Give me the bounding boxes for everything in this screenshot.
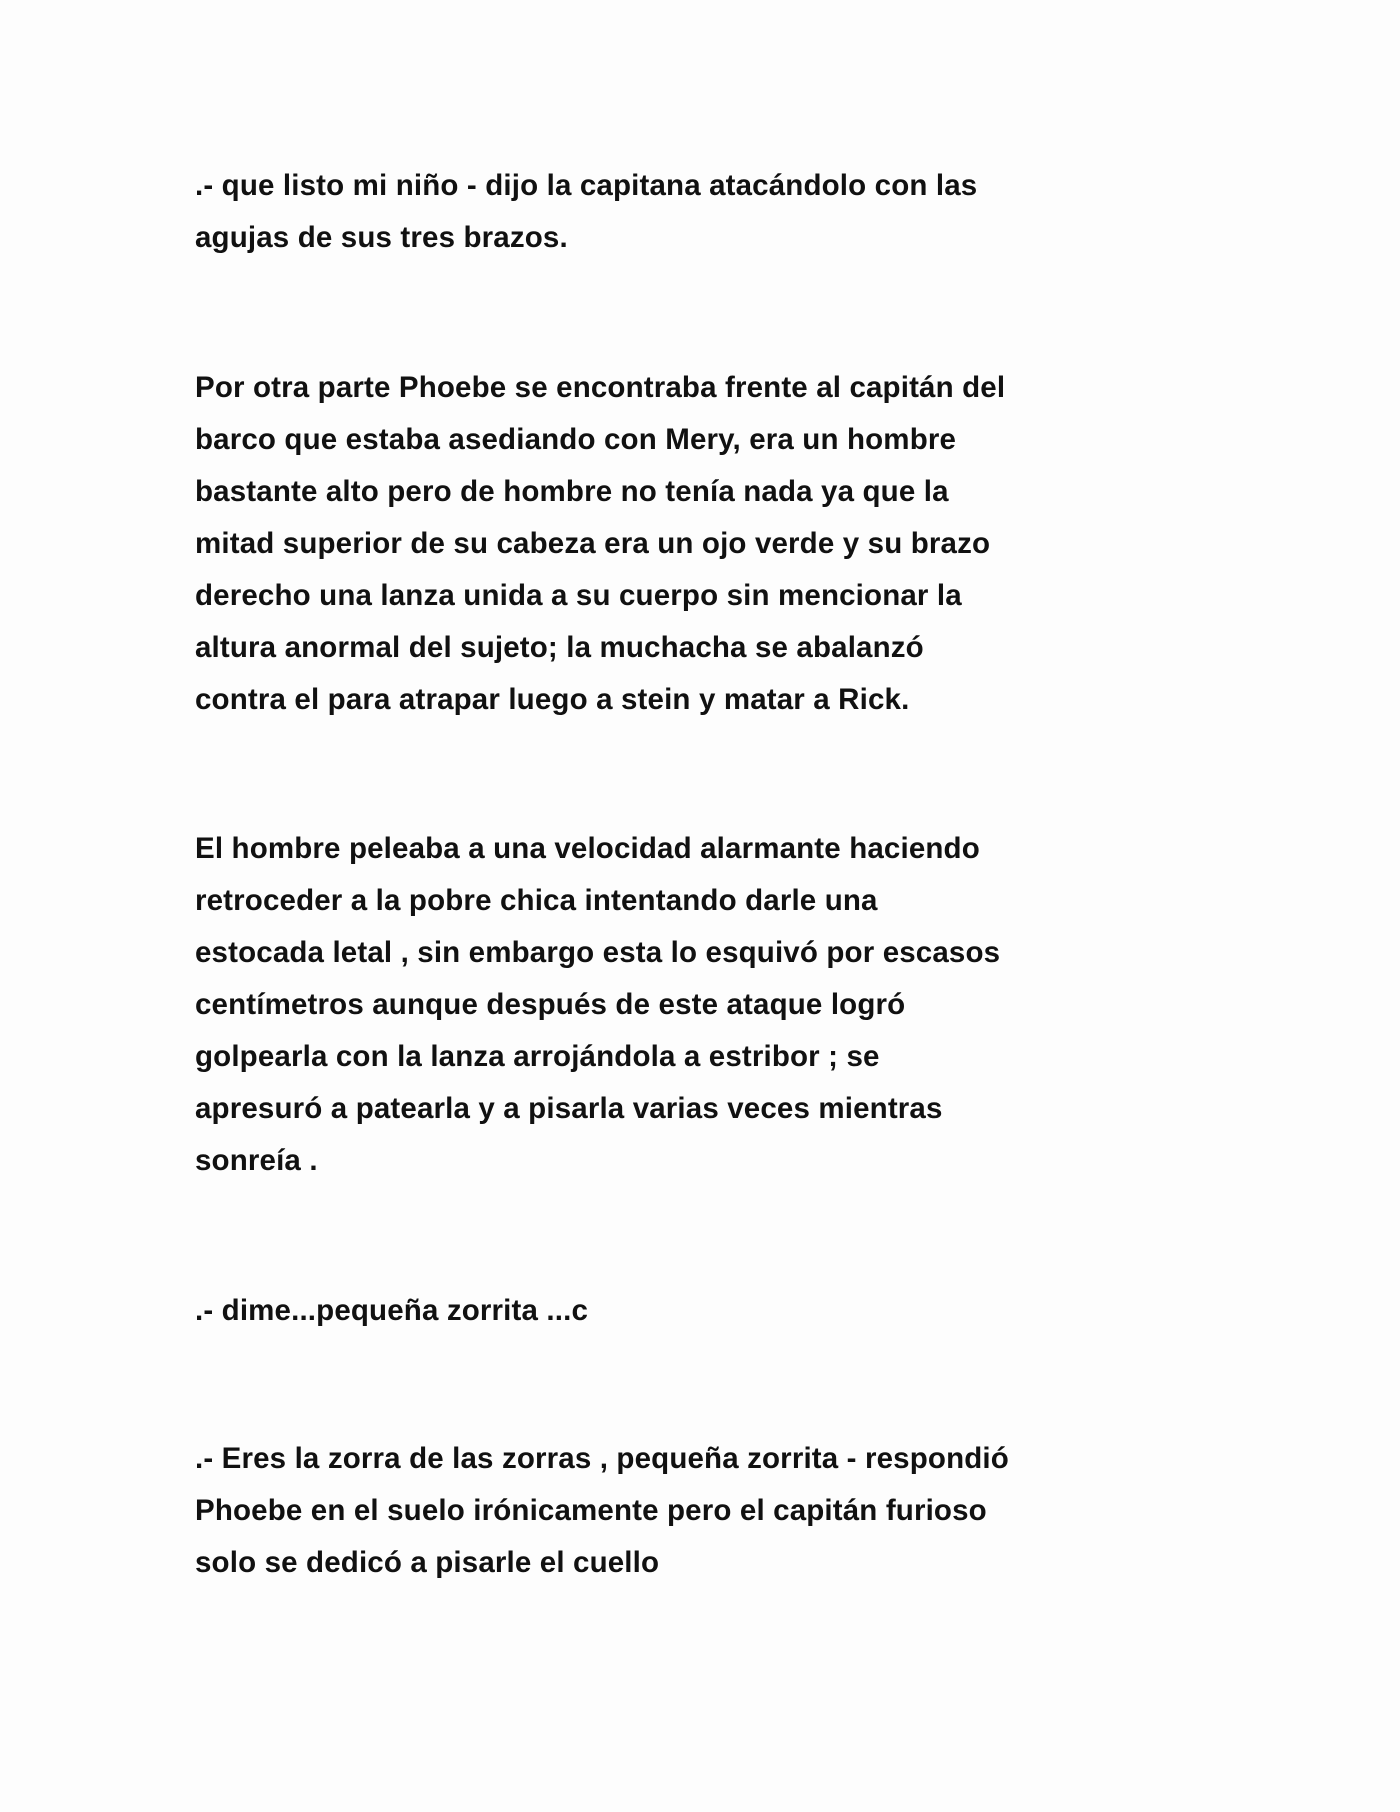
- text-line: El hombre peleaba a una velocidad alarmante haciendo: [195, 832, 980, 865]
- text-line: barco que estaba asediando con Mery, era un hombre: [195, 423, 957, 456]
- text-line: altura anormal del sujeto; la muchacha se abalanzó: [195, 631, 924, 664]
- text-line: retroceder a la pobre chica intentando darle una: [195, 884, 878, 917]
- paragraph-4: [195, 1285, 1225, 1337]
- paragraph-5: [195, 1433, 1225, 1589]
- text-line: centímetros aunque después de este ataque logró: [195, 988, 906, 1021]
- paragraph-1: [195, 160, 1225, 264]
- text-line: solo se dedicó a pisarle el cuello: [195, 1546, 660, 1579]
- text-line: estocada letal , sin embargo esta lo esquivó por escasos: [195, 936, 1001, 969]
- paragraph-2: [195, 362, 1225, 726]
- text-line: derecho una lanza unida a su cuerpo sin mencionar la: [195, 579, 962, 612]
- text-line: .- dime...pequeña zorrita ...c: [195, 1294, 588, 1327]
- text-line: apresuró a patearla y a pisarla varias veces mientras: [195, 1092, 943, 1125]
- text-line: mitad superior de su cabeza era un ojo verde y su brazo: [195, 527, 991, 560]
- paragraph-3: [195, 823, 1225, 1187]
- text-line: contra el para atrapar luego a stein y matar a Rick.: [195, 683, 910, 716]
- text-line: Por otra parte Phoebe se encontraba frente al capitán del: [195, 371, 1006, 404]
- text-line: .- que listo mi niño - dijo la capitana atacándolo con las: [195, 169, 978, 202]
- text-line: sonreía .: [195, 1144, 318, 1177]
- text-line: .- Eres la zorra de las zorras , pequeña zorrita - respondió: [195, 1442, 1009, 1475]
- text-line: agujas de sus tres brazos.: [195, 221, 568, 254]
- text-line: Phoebe en el suelo irónicamente pero el capitán furioso: [195, 1494, 987, 1527]
- text-line: bastante alto pero de hombre no tenía nada ya que la: [195, 475, 949, 508]
- text-line: golpearla con la lanza arrojándola a estribor ; se: [195, 1040, 880, 1073]
